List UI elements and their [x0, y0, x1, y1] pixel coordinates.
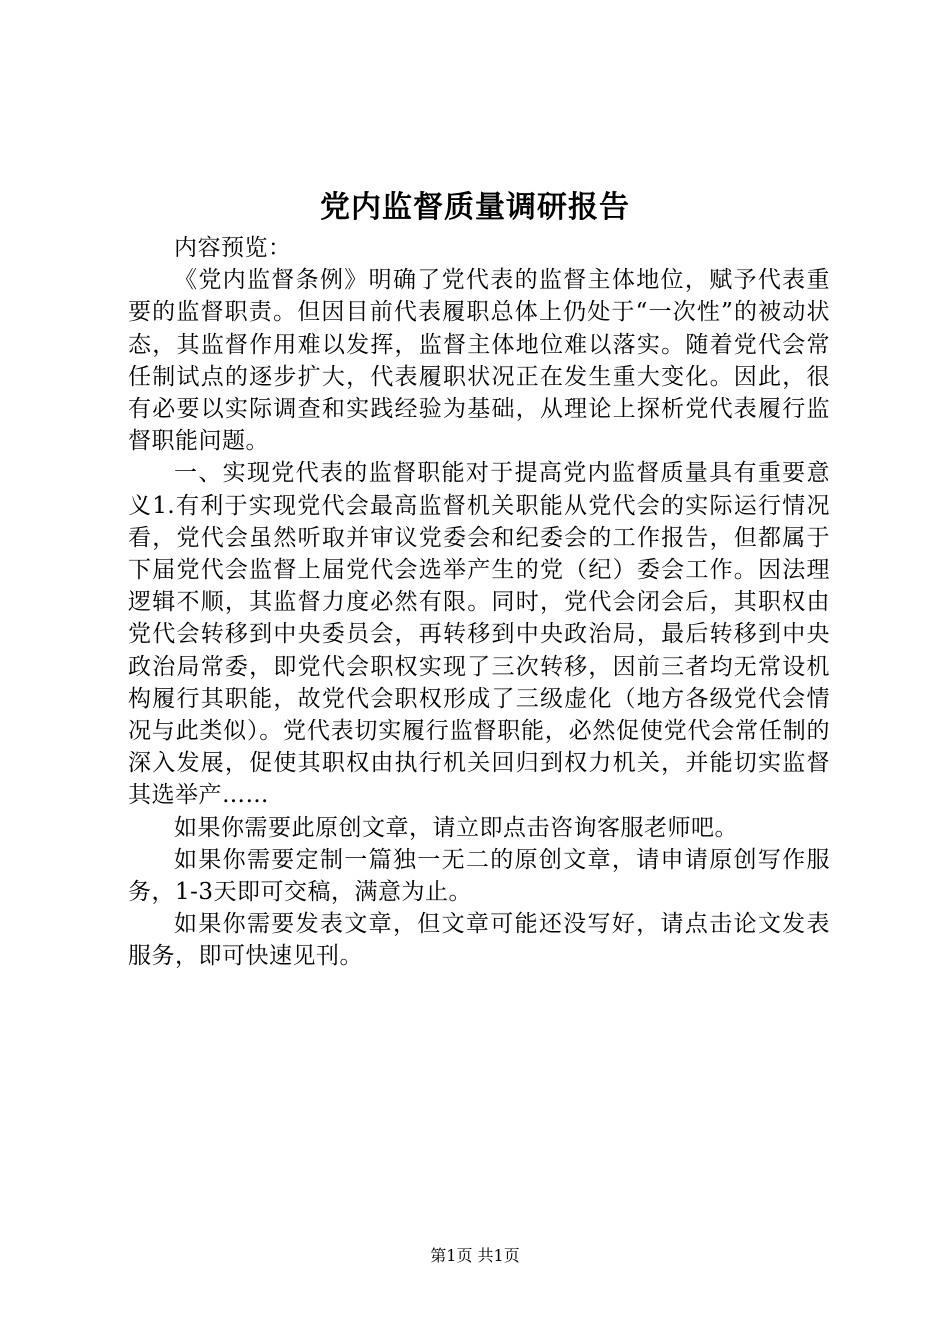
page-footer: 第1页 共1页	[430, 1246, 520, 1265]
paragraph-consult-service: 如果你需要此原创文章，请立即点击咨询客服老师吧。	[174, 814, 738, 841]
preview-label: 内容预览：	[174, 235, 292, 261]
paragraph-custom-writing: 如果你需要定制一篇独一无二的原创文章，请申请原创写作服务，1-3天即可交稿，满意为止。	[128, 846, 830, 906]
paragraph-publish-service: 如果你需要发表文章，但文章可能还没写好，请点击论文发表服务，即可快速见刊。	[128, 911, 830, 970]
paragraph-section-one: 一、实现党代表的监督职能对于提高党内监督质量具有重要意义1.有利于实现党代会最高监督机关职能从党代会的实际运行情况看，党代会虽然听取并审议党委会和纪委会的工作报告，但都属于下届党代会监督上届党代会选举产生的党（纪）委会工作。因法理逻辑不顺，其监督力度必然有限。同时，党代会闭会后，其职权由党代会转移到中央委员会，再转移到中央政治局，最后转移到中央政治局常委，即党代会职权实现了三次转移，因前三者均无常设机构履行其职能，故党代会职权形成了三级虚化（地方各级党代会情况与此类似）。党代表切实履行监督职能，必然促使党代会常任制的深入发展，促使其职权由执行机关回归到权力机关，并能切实监督其选举产……	[128, 460, 830, 809]
paragraph-intro: 《党内监督条例》明确了党代表的监督主体地位，赋予代表重要的监督职责。但因目前代表履职总体上仍处于“一次性”的被动状态，其监督作用难以发挥，监督主体地位难以落实。随着党代会常任制试点的逐步扩大，代表履职状况正在发生重大变化。因此，很有必要以实际调查和实践经验为基础，从理论上探析党代表履行监督职能问题。	[128, 267, 830, 455]
document-body	[128, 232, 830, 973]
document-title: 党内监督质量调研报告	[320, 190, 630, 225]
